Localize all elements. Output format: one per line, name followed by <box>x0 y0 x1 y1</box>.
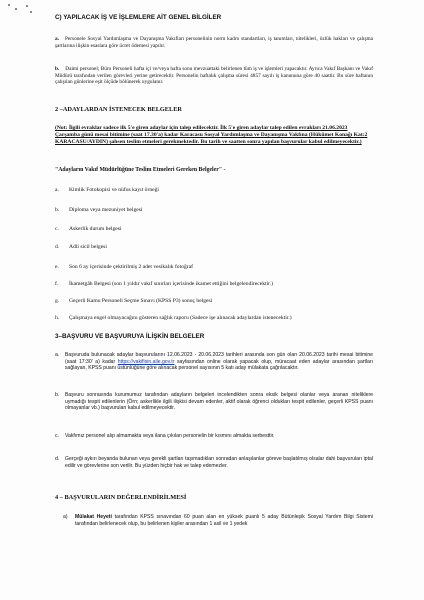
item-text: Askerlik durum belgesi <box>69 226 122 232</box>
scan-speck-marks <box>6 2 34 14</box>
item-label: a. <box>55 187 59 193</box>
paragraph-label: b. <box>55 66 60 72</box>
section-3-paragraph-b <box>55 392 373 412</box>
section-3-paragraph-a <box>55 352 373 372</box>
item-label: d. <box>55 244 60 250</box>
section-c-paragraph-b <box>55 66 373 86</box>
item-text: Adli sicil belgesi <box>69 244 107 250</box>
paragraph-text: Başvuruda bulunacak adaylar başvurularını 12.06.2023 - 20.06.2023 tarihleri arasında son gün olan 20.06.2023 tarihi mesai bitimine (saat 17:30' a) kadar <box>65 352 373 365</box>
paragraph-label: a. <box>55 36 59 42</box>
paragraph-text: Başvuru sonrasında kurumumuz tarafından adayların belgeleri incelendikten sonra eksik belgesi olanlar veya aranan niteliklere uymadığı tespit edilenlerin (Örn; askerlikle ilgili ilişkisi devam edenler, aktif olarak öğrenci oldukları tespit edilenler, geçerli KPSS puanı olmayanlar vb.) başvuruları kabul edilmeyecektir. <box>65 392 373 412</box>
item-text: Geçerli Kamu Personeli Seçme Sınavı (KPSS P3) sonuç belgesi <box>69 298 213 304</box>
paragraph-text: tarafından KPSS sınavından 60 puan alan en yüksek puanlı 5 aday Bütünleşik Sosyal Yardım Bilgi Sistemi tarafından belirlenecek olup, bu belirlenen kişiler arasından 1 asil ve 1 yedek <box>75 514 373 527</box>
item-label: e. <box>55 264 59 270</box>
paragraph-label: d. <box>55 456 60 462</box>
paragraph-text: Vakfımız personel alıp almamakta veya ilana çıkılan personelin bir kısmını almakta serbesttir. <box>65 433 275 439</box>
item-label: c. <box>55 226 59 232</box>
section-2-heading: 2 –ADAYLARDAN İSTENECEK BELGELER <box>55 106 182 113</box>
item-label: f. <box>55 281 59 287</box>
paragraph-text-continued: sayfasından online olarak yapacak olup, müracaat eden adaylar arasından şartları sağlayan, KPSS puanı üstünlüğüne göre alınacak personel sayısının 5 katı aday mülakata çağrılacaktır. <box>65 358 373 372</box>
section-2-note: (Not: İlgili evraklar sadece ilk 5'e giren adaylar için talep edilecektir. İlk 5'e giren adaylar talep edilen evrakları 21.06.2023 Çarşamba günü mesai bitimine (saat 17.30'a) kadar Karacasu Sosyal Yardımlaşma ve Dayanışma Vakfına (Hükümet Konağı Kat:2 KARACASU/AYDIN) şahsen teslim etmeleri gerekmektedir. Bu tarih ve saatten sonra yapılan başvurular kabul edilmeyecektir.) <box>55 125 368 145</box>
paragraph-text: Daimi personel; Büro Personeli hafta içi ve/veya hafta sonu mevzuattaki belirlenen tüm iş ve işlemleri yapacaktır. Ayrıca Vakıf Başkanı ve Vakıf Müdürü tarafından verilen görevleri yerine getirecektir. Personelin haftalık çalışma süresi 4857 sayılı iş kanununa göre 40 saattir. Bu süre haftanın çalışılan günlerine eşit ölçüde bölünerek uygulanır. <box>55 66 373 86</box>
application-link[interactable]: https://vakifisin.aile.gov.tr <box>117 358 175 365</box>
paragraph-label: a. <box>55 352 60 358</box>
item-label: h. <box>55 315 60 321</box>
section-c-paragraph-a <box>55 36 373 49</box>
item-text: Diploma veya mezuniyet belgesi <box>69 207 143 213</box>
item-label: b. <box>55 207 60 213</box>
item-text: İkametgâh Belgesi (son 1 yıldır vakıf sınırları içerisinde ikamet ettiğini belgelendirecektir.) <box>69 281 273 287</box>
item-text: Kimlik Fotokopisi ve nüfus kayıt örneği <box>69 187 159 193</box>
item-label: g. <box>55 298 60 304</box>
interview-board-term: Mülakat Heyeti <box>75 514 112 520</box>
paragraph-label: b. <box>55 392 60 398</box>
item-text: Son 6 ay içerisinde çektirilmiş 2 adet vesikalık fotoğraf <box>69 264 193 270</box>
section-4-paragraph-a <box>55 514 373 527</box>
item-text: Çalışmaya engel olmayacağını gösteren sağlık raporu (Sadece işe alınacak adaylardan istenecektir.) <box>69 315 292 321</box>
section-c-heading: C) YAPILACAK İŞ VE İŞLEMLERE AİT GENEL BİLGİLER <box>55 14 222 21</box>
paragraph-text: Personele Sosyal Yardımlaşma ve Dayanışma Vakıfları personelinin norm kadro standartları, iş tanımları, nitelikleri, özlük hakları ve çalışma şartlarına ilişkin esaslara göre ücret ödemesi yapılır. <box>55 36 373 49</box>
section-3-paragraph-c <box>55 433 373 440</box>
section-3-heading: 3–BAŞVURU VE BAŞVURUYA İLİŞKİN BELGELER <box>55 333 205 340</box>
section-3-paragraph-d <box>55 456 373 469</box>
section-2-list-title: "Adayların Vakıf Müdürlüğüne Teslim Etmeleri Gereken Belgeler" - <box>55 167 226 173</box>
paragraph-label: a) <box>63 514 68 520</box>
paragraph-text: Gerçeği aykırı beyanda bulunan veya gerekli şartları taşımadıkları sonradan anlaşılanlar göreve başlatılmış olsalar dahi başvuruları iptal edilir ve görevlerine son verilir. Bu yüzden hiçbir hak ve talep edemezler. <box>65 456 373 469</box>
paragraph-label: c. <box>55 433 59 439</box>
section-4-heading: 4 – BAŞVURULARIN DEĞERLENDİRİLMESİ <box>55 494 187 501</box>
